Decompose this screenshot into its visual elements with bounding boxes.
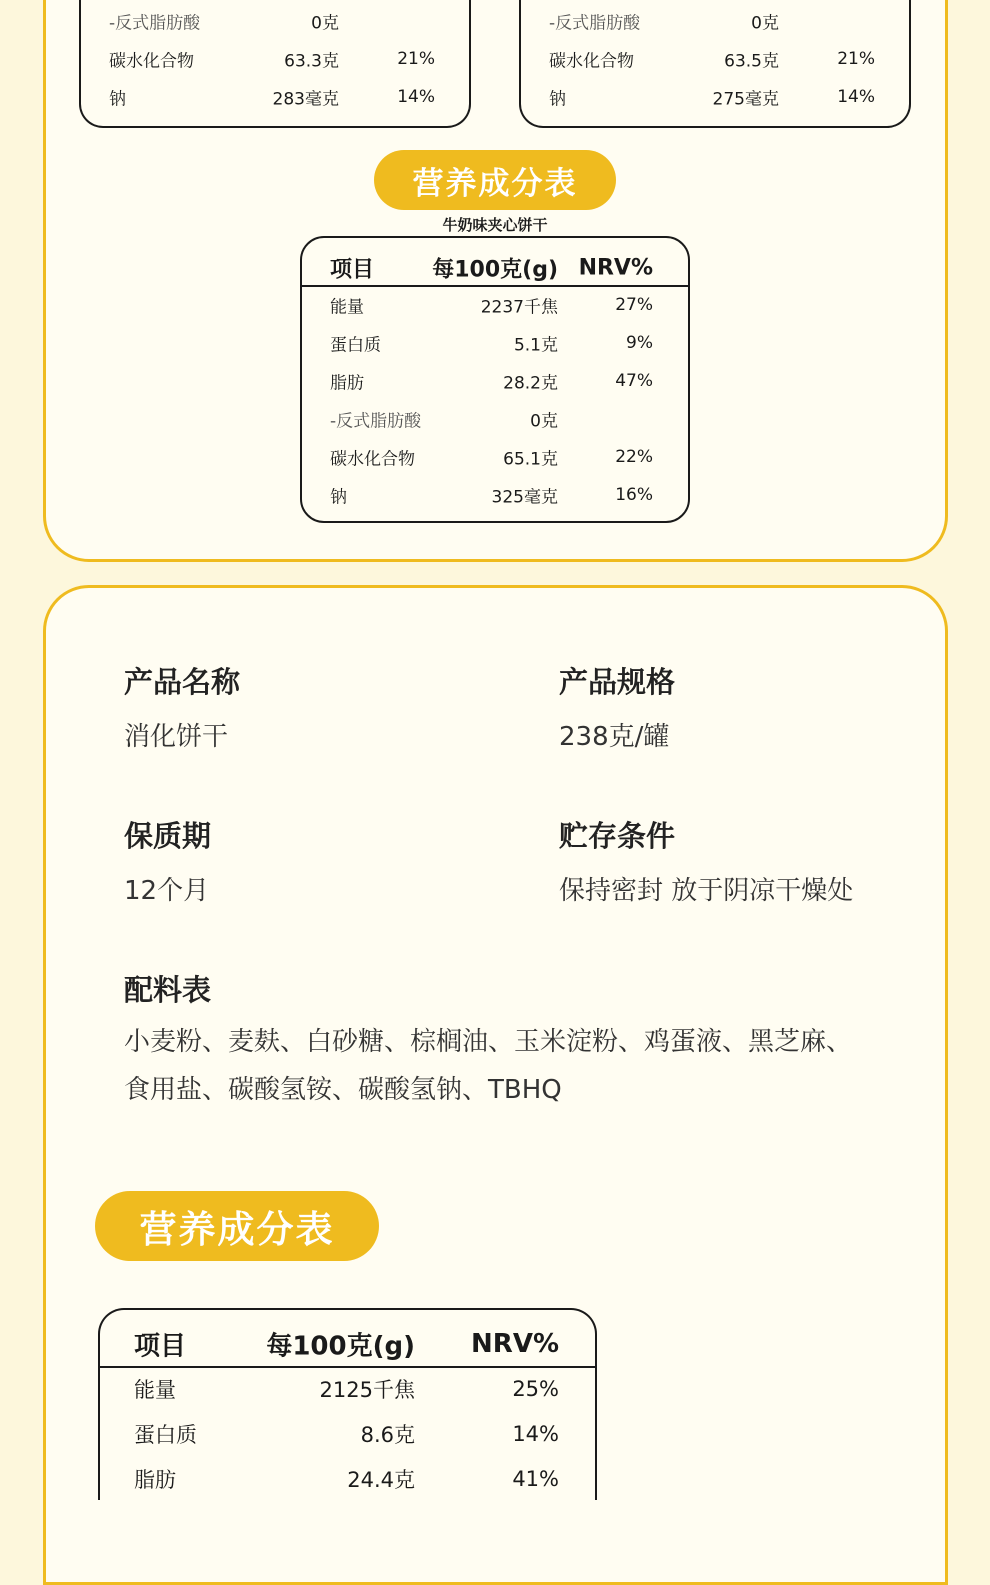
nutrition-table-left [79, 0, 471, 128]
table-header [302, 246, 688, 290]
shelf-life-value: 12个月 [124, 876, 210, 906]
table-row: 脂肪 28.2克 47% [330, 371, 653, 394]
product-spec-value: 238克/罐 [559, 722, 670, 752]
header-item: 项目 [330, 257, 375, 283]
ingredients-label: 配料表 [124, 973, 212, 1007]
table-row: 蛋白质 5.1克 9% [330, 333, 653, 356]
table-row: -反式脂肪酸 0克 [330, 411, 558, 432]
section-title: 营养成分表 [412, 165, 578, 202]
section-title-pill [95, 1191, 379, 1261]
ingredients-line: 小麦粉、麦麸、白砂糖、棕榈油、玉米淀粉、鸡蛋液、黑芝麻、 [124, 1027, 853, 1057]
table-row: 能量 2125千焦 25% [134, 1377, 559, 1402]
table-row: 钠 283毫克 14% [109, 87, 435, 110]
table-header [100, 1320, 595, 1368]
table-row: 钠 275毫克 14% [549, 87, 875, 110]
table-row: -反式脂肪酸 0克 [109, 13, 339, 34]
table-row: 蛋白质 8.6克 14% [134, 1422, 559, 1447]
table-row: 脂肪 24.4克 41% [134, 1467, 559, 1492]
header-nrv: NRV% [578, 255, 653, 281]
nutrition-table-right [519, 0, 911, 128]
table-row: 能量 2237千焦 27% [330, 295, 653, 318]
shelf-life-label: 保质期 [124, 819, 212, 853]
product-spec-label: 产品规格 [559, 665, 676, 699]
storage-value: 保持密封 放于阴凉干燥处 [559, 876, 854, 906]
header-per100: 每100克(g) [432, 257, 558, 283]
ingredients-list [124, 1018, 914, 1114]
storage-label: 贮存条件 [559, 819, 676, 853]
header-item: 项目 [134, 1331, 187, 1362]
header-nrv: NRV% [471, 1329, 559, 1359]
table-row: 碳水化合物 63.5克 21% [549, 49, 875, 72]
table-row: 碳水化合物 65.1克 22% [330, 447, 653, 470]
table-row: 钠 325毫克 16% [330, 485, 653, 508]
product-name-value: 消化饼干 [124, 722, 229, 752]
table-row: 碳水化合物 63.3克 21% [109, 49, 435, 72]
table-row: -反式脂肪酸 0克 [549, 13, 779, 34]
nutrition-table-bottom [98, 1308, 597, 1500]
section-title: 营养成分表 [139, 1208, 335, 1251]
top-card [43, 0, 948, 562]
header-per100: 每100克(g) [266, 1331, 415, 1362]
ingredients-line: 食用盐、碳酸氢铵、碳酸氢钠、TBHQ [124, 1075, 562, 1105]
section-title-pill [374, 150, 616, 210]
nutrition-table-milk [300, 236, 690, 523]
product-name-label: 产品名称 [124, 665, 241, 699]
product-caption: 牛奶味夹心饼干 [442, 216, 548, 234]
